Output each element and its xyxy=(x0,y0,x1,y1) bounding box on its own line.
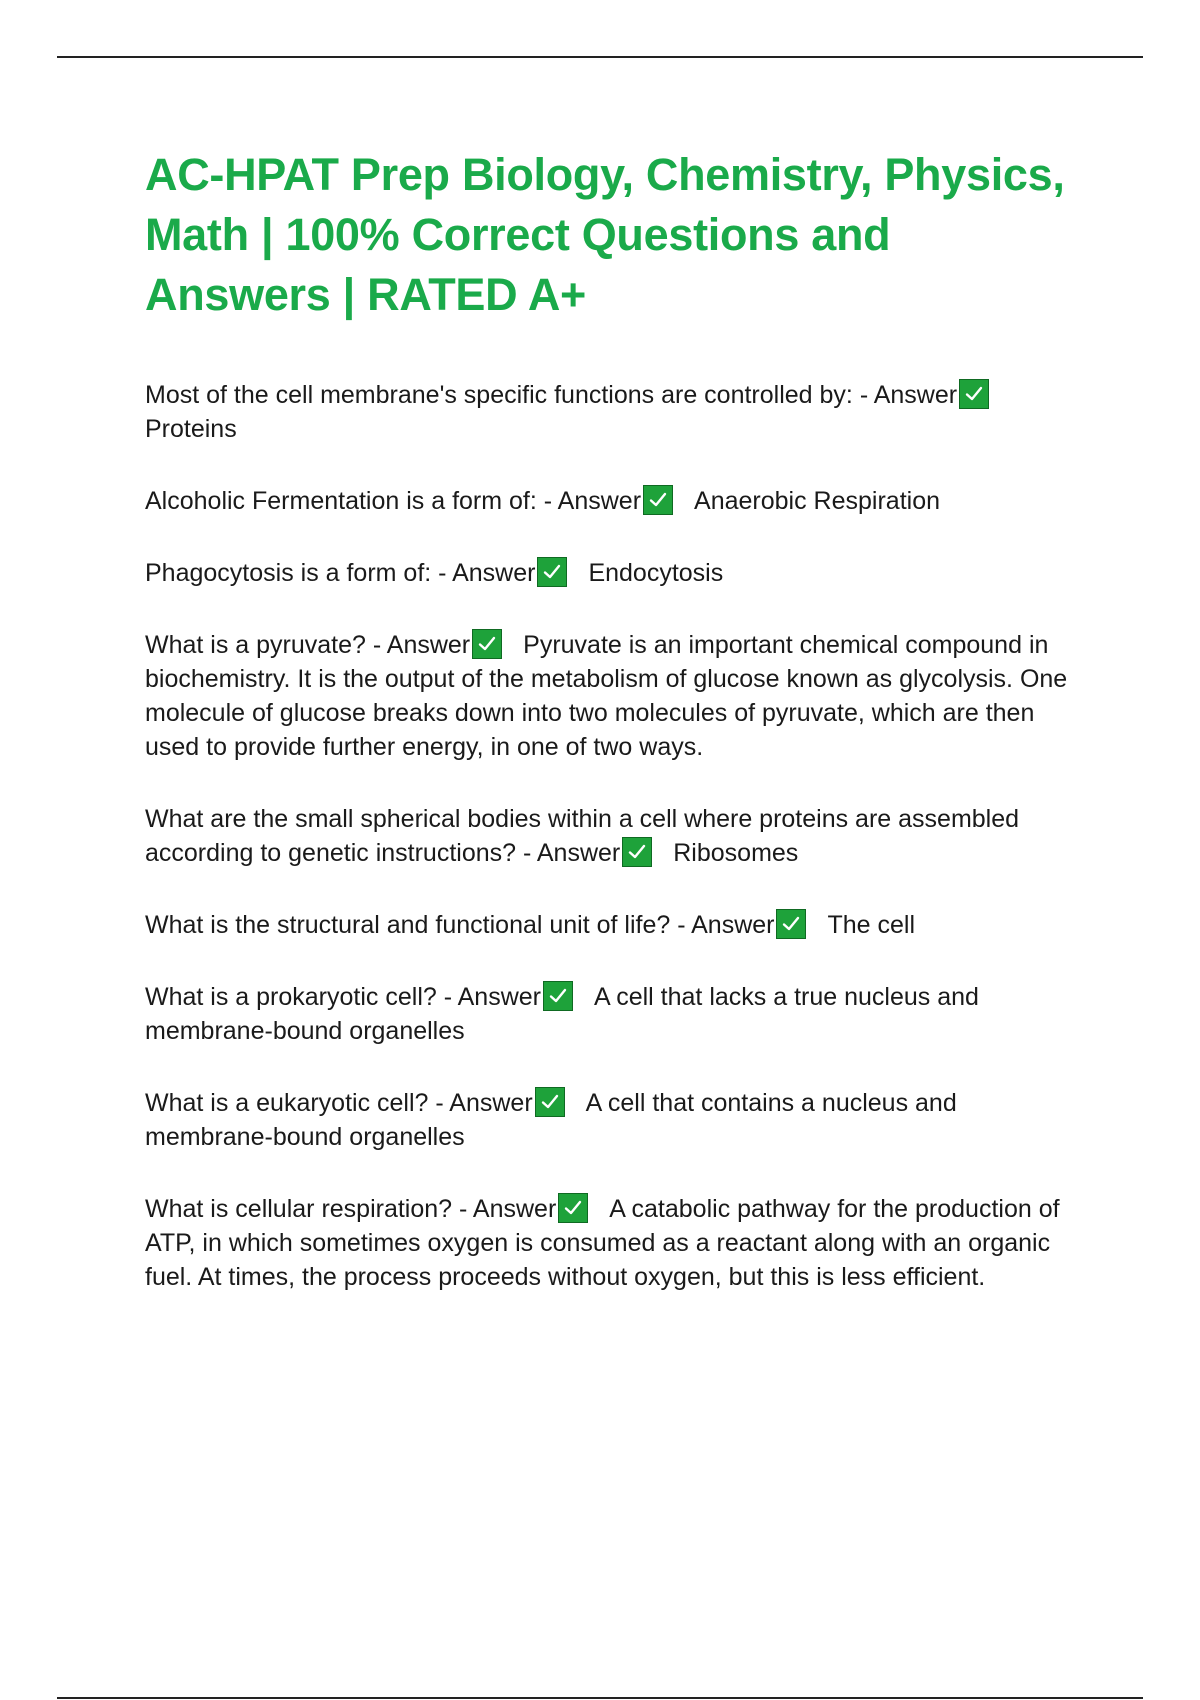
answer-text: Ribosomes xyxy=(673,839,799,867)
question-text: Most of the cell membrane's specific functions are controlled by: - Answer xyxy=(145,381,958,409)
check-mark-icon xyxy=(537,557,567,587)
qa-item xyxy=(145,908,1085,942)
qa-item xyxy=(145,980,1085,1048)
question-text: Alcoholic Fermentation is a form of: - Answer xyxy=(145,487,642,515)
check-mark-icon xyxy=(472,629,502,659)
qa-item xyxy=(145,802,1085,870)
qa-item xyxy=(145,1086,1085,1154)
check-mark-icon xyxy=(776,909,806,939)
qa-item xyxy=(145,1192,1085,1294)
answer-text: A cell that lacks a true nucleus and membrane-bound organelles xyxy=(145,983,979,1045)
qa-item xyxy=(145,628,1085,764)
document-title: AC-HPAT Prep Biology, Chemistry, Physics, Math | 100% Correct Questions and Answers | RATED A+ xyxy=(145,149,1065,320)
check-mark-icon xyxy=(558,1193,588,1223)
question-text: What is a prokaryotic cell? - Answer xyxy=(145,983,541,1011)
answer-text: Proteins xyxy=(145,415,237,443)
answer-text: Pyruvate is an important chemical compound in biochemistry. It is the output of the metabolism of glucose known as glycolysis. One molecule of glucose breaks down into two molecules of pyruvate, which are then used to provide further energy, in one of two ways. xyxy=(145,631,1068,761)
answer-text: A catabolic pathway for the production of ATP, in which sometimes oxygen is consumed as a reactant along with an organic fuel. At times, the process proceeds without oxygen, but this is less efficient. xyxy=(145,1195,1060,1291)
check-mark-icon xyxy=(543,981,573,1011)
check-mark-icon xyxy=(643,485,673,515)
qa-item xyxy=(145,378,1085,446)
answer-text: Anaerobic Respiration xyxy=(694,487,941,515)
check-mark-icon xyxy=(535,1087,565,1117)
qa-item xyxy=(145,484,1085,518)
check-mark-icon xyxy=(622,837,652,867)
question-text: What is a eukaryotic cell? - Answer xyxy=(145,1089,533,1117)
qa-item xyxy=(145,556,1085,590)
question-text: Phagocytosis is a form of: - Answer xyxy=(145,559,536,587)
top-divider xyxy=(57,56,1143,58)
question-text: What are the small spherical bodies within a cell where proteins are assembled according to genetic instructions? - Answer xyxy=(145,805,1020,867)
bottom-divider xyxy=(57,1697,1143,1699)
question-text: What is the structural and functional unit of life? - Answer xyxy=(145,911,775,939)
answer-text: The cell xyxy=(827,911,916,939)
document-body xyxy=(145,145,1085,1332)
answer-text: A cell that contains a nucleus and membrane-bound organelles xyxy=(145,1089,957,1151)
question-text: What is a pyruvate? - Answer xyxy=(145,631,471,659)
question-text: What is cellular respiration? - Answer xyxy=(145,1195,557,1223)
check-mark-icon xyxy=(959,379,989,409)
answer-text: Endocytosis xyxy=(588,559,724,587)
